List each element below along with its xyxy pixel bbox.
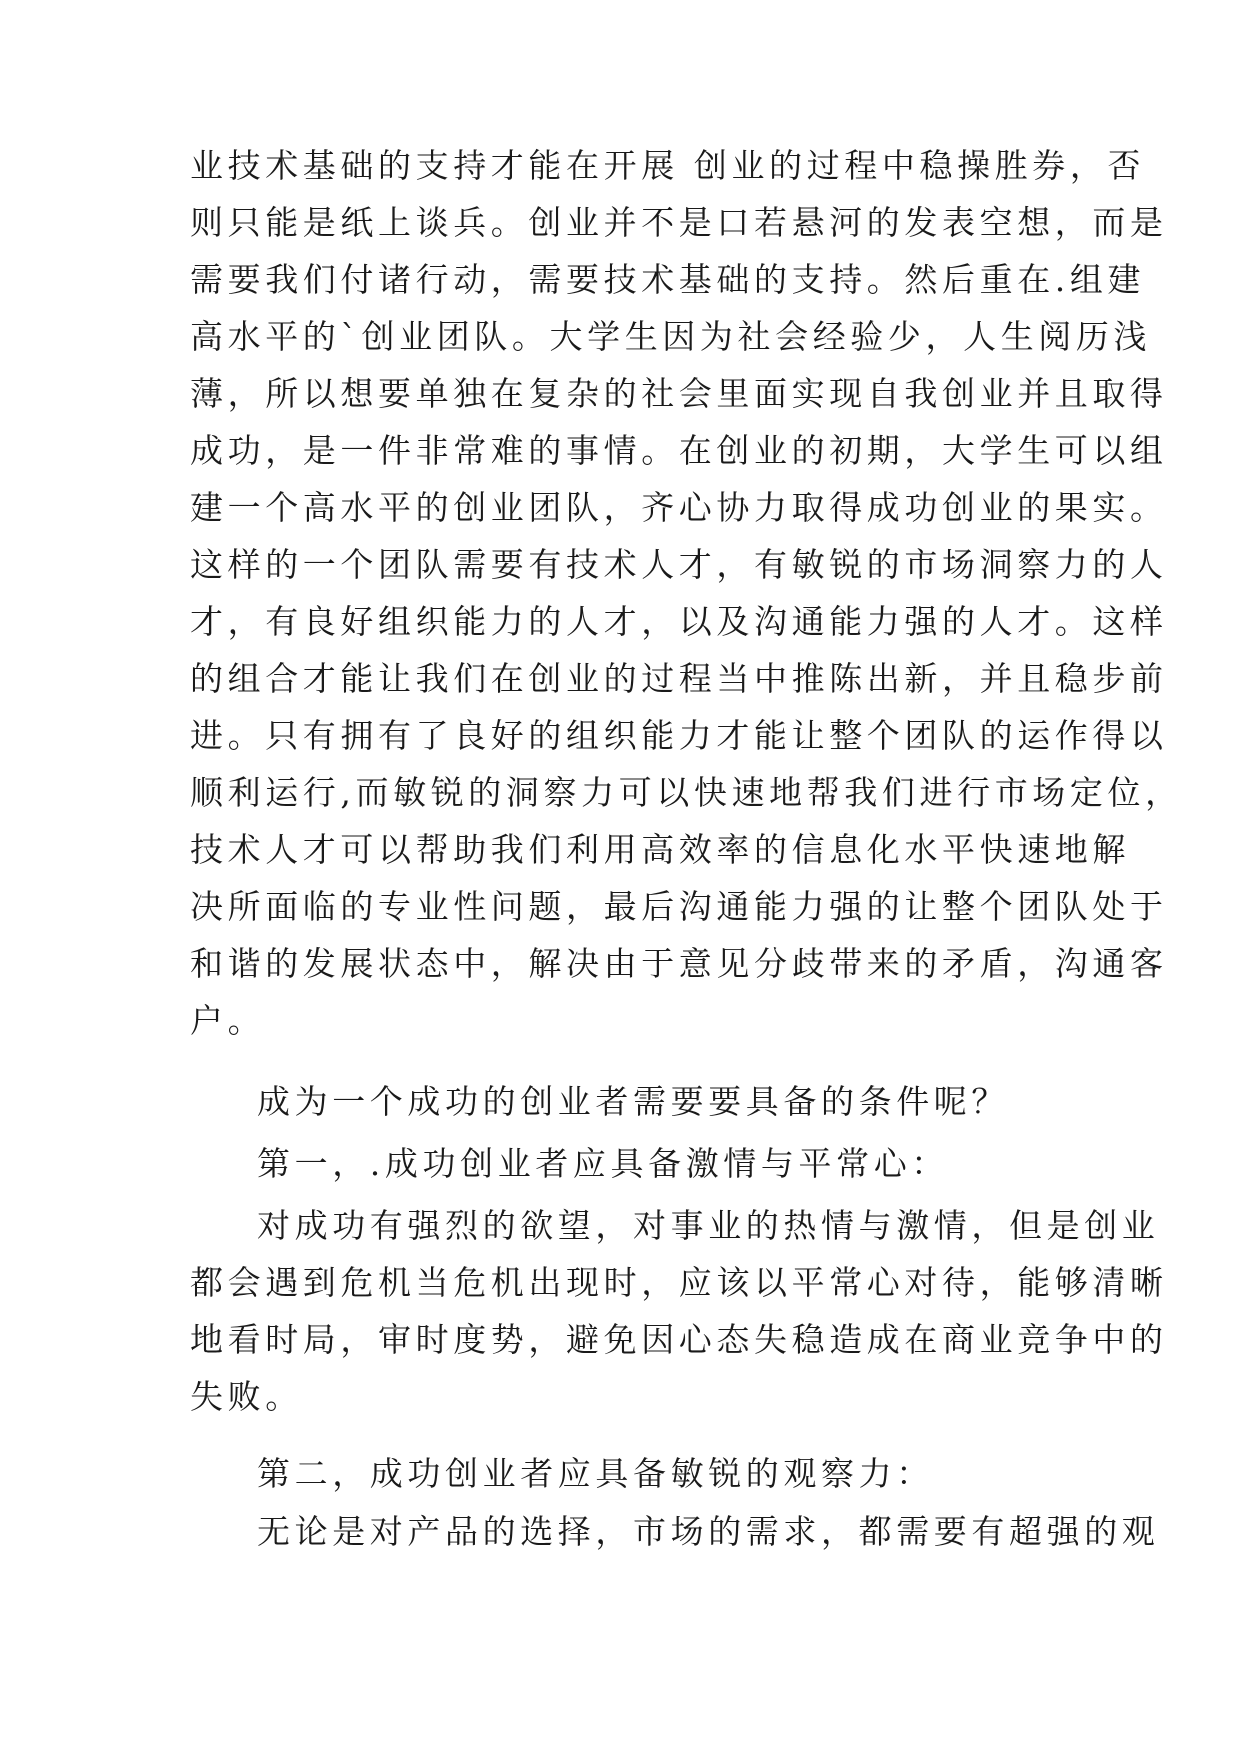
paragraph-line: 顺利运行,而敏锐的洞察力可以快速地帮我们进行市场定位，: [190, 773, 1183, 812]
section-heading-first: 第一，.成功创业者应具备激情与平常心：: [257, 1144, 949, 1183]
paragraph-line: 技术人才可以帮助我们利用高效率的信息化水平快速地解: [190, 830, 1130, 869]
paragraph-line: 对成功有强烈的欲望，对事业的热情与激情，但是创业: [257, 1206, 1160, 1245]
paragraph-line: 失败。: [190, 1377, 303, 1416]
paragraph-line: 进。只有拥有了良好的组织能力才能让整个团队的运作得以: [190, 716, 1168, 755]
paragraph-line: 高水平的`创业团队。大学生因为社会经验少，人生阅历浅: [190, 317, 1152, 356]
paragraph-line: 这样的一个团队需要有技术人才，有敏锐的市场洞察力的人: [190, 545, 1168, 584]
paragraph-line: 户。: [190, 1001, 266, 1040]
paragraph-line: 决所面临的专业性问题，最后沟通能力强的让整个团队处于: [190, 887, 1168, 926]
paragraph-line: 业技术基础的支持才能在开展 创业的过程中稳操胜券，否: [190, 146, 1146, 185]
paragraph-line: 薄，所以想要单独在复杂的社会里面实现自我创业并且取得: [190, 374, 1168, 413]
paragraph-line: 成功，是一件非常难的事情。在创业的初期，大学生可以组: [190, 431, 1168, 470]
paragraph-line: 的组合才能让我们在创业的过程当中推陈出新，并且稳步前: [190, 659, 1168, 698]
paragraph-line: 无论是对产品的选择，市场的需求，都需要有超强的观: [257, 1512, 1160, 1551]
question-heading: 成为一个成功的创业者需要要具备的条件呢？: [257, 1082, 1009, 1121]
section-heading-second: 第二，成功创业者应具备敏锐的观察力：: [257, 1454, 934, 1493]
paragraph-line: 和谐的发展状态中，解决由于意见分歧带来的矛盾，沟通客: [190, 944, 1168, 983]
paragraph-line: 地看时局，审时度势，避免因心态失稳造成在商业竞争中的: [190, 1320, 1168, 1359]
paragraph-line: 才，有良好组织能力的人才，以及沟通能力强的人才。这样: [190, 602, 1168, 641]
paragraph-line: 则只能是纸上谈兵。创业并不是口若悬河的发表空想，而是: [190, 203, 1168, 242]
paragraph-line: 需要我们付诸行动，需要技术基础的支持。然后重在.组建: [190, 260, 1146, 299]
paragraph-line: 都会遇到危机当危机出现时，应该以平常心对待，能够清晰: [190, 1263, 1168, 1302]
paragraph-line: 建一个高水平的创业团队，齐心协力取得成功创业的果实。: [190, 488, 1168, 527]
